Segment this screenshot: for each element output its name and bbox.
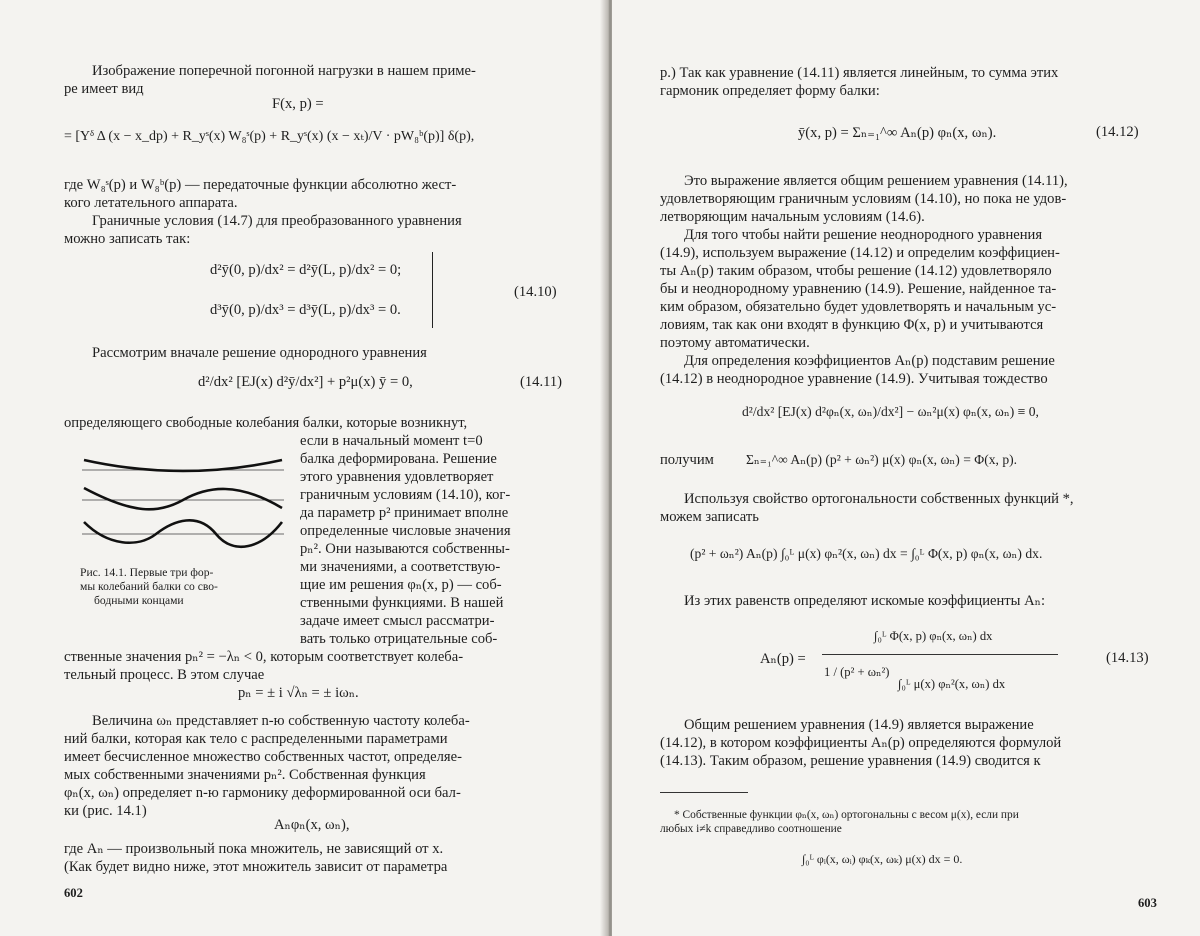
equation-pn: pₙ = ± i √λₙ = ± iωₙ. xyxy=(238,685,359,701)
text-line: тельный процесс. В этом случае xyxy=(64,667,265,683)
text-line: Рассмотрим вначале решение однородного уравнения xyxy=(92,345,427,361)
text-line: щие им решения φₙ(x, p) — соб- xyxy=(300,577,502,593)
footnote-equation: ∫₀ᴸ φᵢ(x, ωᵢ) φₖ(x, ωₖ) μ(x) dx = 0. xyxy=(802,852,963,866)
footnote-line: любых i≠k справедливо соотношение xyxy=(660,823,842,835)
text-line: балка деформирована. Решение xyxy=(300,451,497,467)
text-line: где W₈ˢ(p) и W₈ᵇ(p) — передаточные функции абсолютно жест- xyxy=(64,177,457,193)
right-page xyxy=(612,0,1200,936)
equation-F-lhs: F(x, p) = xyxy=(272,96,324,112)
figure-caption: бодными концами xyxy=(94,594,184,607)
text-line: Изображение поперечной погонной нагрузки в нашем приме- xyxy=(92,63,476,79)
text-line: (14.9), используем выражение (14.12) и определим коэффициен- xyxy=(660,245,1060,261)
equation-An-numerator: ∫₀ᴸ Φ(x, p) φₙ(x, ωₙ) dx xyxy=(874,629,993,643)
text-line: вать только отрицательные соб- xyxy=(300,631,498,647)
text-line: можем записать xyxy=(660,509,759,525)
text-line: Для того чтобы найти решение неоднородного уравнения xyxy=(684,227,1043,243)
equation-brace xyxy=(424,252,433,328)
text-line: Это выражение является общим решением уравнения (14.11), xyxy=(684,173,1068,189)
text-line: если в начальный момент t=0 xyxy=(300,433,483,449)
text-line: φₙ(x, ωₙ) определяет n-ю гармонику деформированной оси бал- xyxy=(64,785,461,801)
equation-result: Σₙ₌₁^∞ Aₙ(p) (p² + ωₙ²) μ(x) φₙ(x, ωₙ) = Φ(x, p). xyxy=(746,452,1018,467)
text-line: ний балки, которая как тело с распределенными параметрами xyxy=(64,731,448,747)
equation-number: (14.11) xyxy=(520,374,563,390)
text-line: гармоник определяет форму балки: xyxy=(660,83,880,99)
equation-bc2: d³ȳ(0, p)/dx³ = d³ȳ(L, p)/dx³ = 0. xyxy=(210,302,401,318)
equation-number: (14.12) xyxy=(1096,124,1139,140)
footnote-rule xyxy=(660,792,748,793)
text-line: Из этих равенств определяют искомые коэффициенты Aₙ: xyxy=(684,593,1046,609)
equation-An-denominator: ∫₀ᴸ μ(x) φₙ²(x, ωₙ) dx xyxy=(898,677,1006,691)
equation-bc1: d²ȳ(0, p)/dx² = d²ȳ(L, p)/dx² = 0; xyxy=(210,262,402,278)
page-number: 603 xyxy=(1138,896,1157,910)
figure-caption: мы колебаний балки со сво- xyxy=(80,580,218,593)
text-line: кого летательного аппарата. xyxy=(64,195,238,211)
text-line: задаче имеет смысл рассматри- xyxy=(300,613,495,629)
equation-label: получим xyxy=(660,452,714,468)
text-line: ственные значения pₙ² = −λₙ < 0, которым соответствует колеба- xyxy=(64,649,464,665)
equation-number: (14.10) xyxy=(514,284,557,300)
text-line: удовлетворяющим граничным условиям (14.10), но пока не удов- xyxy=(660,191,1067,207)
text-line: Граничные условия (14.7) для преобразованного уравнения xyxy=(92,213,462,229)
equation-identity: d²/dx² [EJ(x) d²φₙ(x, ωₙ)/dx²] − ωₙ²μ(x) φₙ(x, ωₙ) ≡ 0, xyxy=(742,404,1039,419)
text-line: где Aₙ — произвольный пока множитель, не зависящий от x. xyxy=(64,841,444,857)
mode-2-curve xyxy=(84,488,282,509)
text-line: ты Aₙ(p) таким образом, чтобы решение (14.12) удовлетворяло xyxy=(660,263,1052,279)
text-line: Для определения коэффициентов Aₙ(p) подставим решение xyxy=(684,353,1055,369)
text-line: pₙ². Они называются собственны- xyxy=(300,541,510,557)
text-line: определенные числовые значения xyxy=(300,523,511,539)
equation-number: (14.13) xyxy=(1106,650,1149,666)
equation-F-rhs: = [Yᵟ Δ (x − x_dp) + R_yˢ(x) W₈ˢ(p) + R_yˢ(x) (x − xₜ)/V · pW₈ᵇ(p)] δ(p), xyxy=(64,129,475,144)
mode-1-curve xyxy=(84,460,282,471)
footnote-line: * Собственные функции φₙ(x, ωₙ) ортогональны с весом μ(x), если при xyxy=(674,809,1019,821)
page-number: 602 xyxy=(64,886,83,900)
equation-An-lhs: Aₙ(p) = xyxy=(760,651,806,667)
text-line: Используя свойство ортогональности собственных функций *, xyxy=(684,491,1074,507)
text-line: Общим решением уравнения (14.9) является выражение xyxy=(684,717,1034,733)
text-line: граничным условиям (14.10), ког- xyxy=(300,487,511,503)
text-line: (14.12) в неоднородное уравнение (14.9). Учитывая тождество xyxy=(660,371,1048,387)
beam-modes-figure xyxy=(78,448,288,558)
text-line: да параметр p² принимает вполне xyxy=(300,505,509,521)
equation-An-coefficient: 1 / (p² + ωₙ²) xyxy=(824,665,890,679)
text-line: этого уравнения удовлетворяет xyxy=(300,469,494,485)
figure-caption: Рис. 14.1. Первые три фор- xyxy=(80,566,214,579)
text-line: ким образом, обязательно будет удовлетворять и начальным ус- xyxy=(660,299,1057,315)
equation-sum: ȳ(x, p) = Σₙ₌₁^∞ Aₙ(p) φₙ(x, ωₙ). xyxy=(798,125,997,141)
text-line: ловиям, так как они входят в функцию Φ(x, p) и учитываются xyxy=(660,317,1044,333)
equation-homogeneous: d²/dx² [EJ(x) d²ȳ/dx²] + p²μ(x) ȳ = 0, xyxy=(198,374,413,390)
equation-harmonic: Aₙφₙ(x, ωₙ), xyxy=(274,817,350,833)
text-line: p.) Так как уравнение (14.11) является линейным, то сумма этих xyxy=(660,65,1059,81)
text-line: ре имеет вид xyxy=(64,81,144,97)
text-line: ки (рис. 14.1) xyxy=(64,803,147,819)
text-line: ственными функциями. В нашей xyxy=(300,595,504,611)
fraction-bar xyxy=(822,654,1058,655)
text-line: можно записать так: xyxy=(64,231,191,247)
text-line: летворяющим начальным условиям (14.6). xyxy=(660,209,925,225)
text-line: Величина ωₙ представляет n-ю собственную частоту колеба- xyxy=(92,713,470,729)
text-line: поэтому автоматически. xyxy=(660,335,810,351)
text-line: бы и неоднородному уравнению (14.9). Решение, найденное та- xyxy=(660,281,1057,297)
text-line: (14.12), в котором коэффициенты Aₙ(p) определяются формулой xyxy=(660,735,1062,751)
text-line: (Как будет видно ниже, этот множитель зависит от параметра xyxy=(64,859,448,875)
text-line: имеет бесчисленное множество собственных частот, определяе- xyxy=(64,749,462,765)
text-line: мых собственными значениями pₙ². Собственная функция xyxy=(64,767,426,783)
equation-orthogonality: (p² + ωₙ²) Aₙ(p) ∫₀ᴸ μ(x) φₙ²(x, ωₙ) dx = ∫₀ᴸ Φ(x, p) φₙ(x, ωₙ) dx. xyxy=(690,546,1043,561)
text-line: определяющего свободные колебания балки, которые возникнут, xyxy=(64,415,468,431)
text-line: (14.13). Таким образом, решение уравнения (14.9) сводится к xyxy=(660,753,1041,769)
text-line: ми значениями, а соответствую- xyxy=(300,559,501,575)
